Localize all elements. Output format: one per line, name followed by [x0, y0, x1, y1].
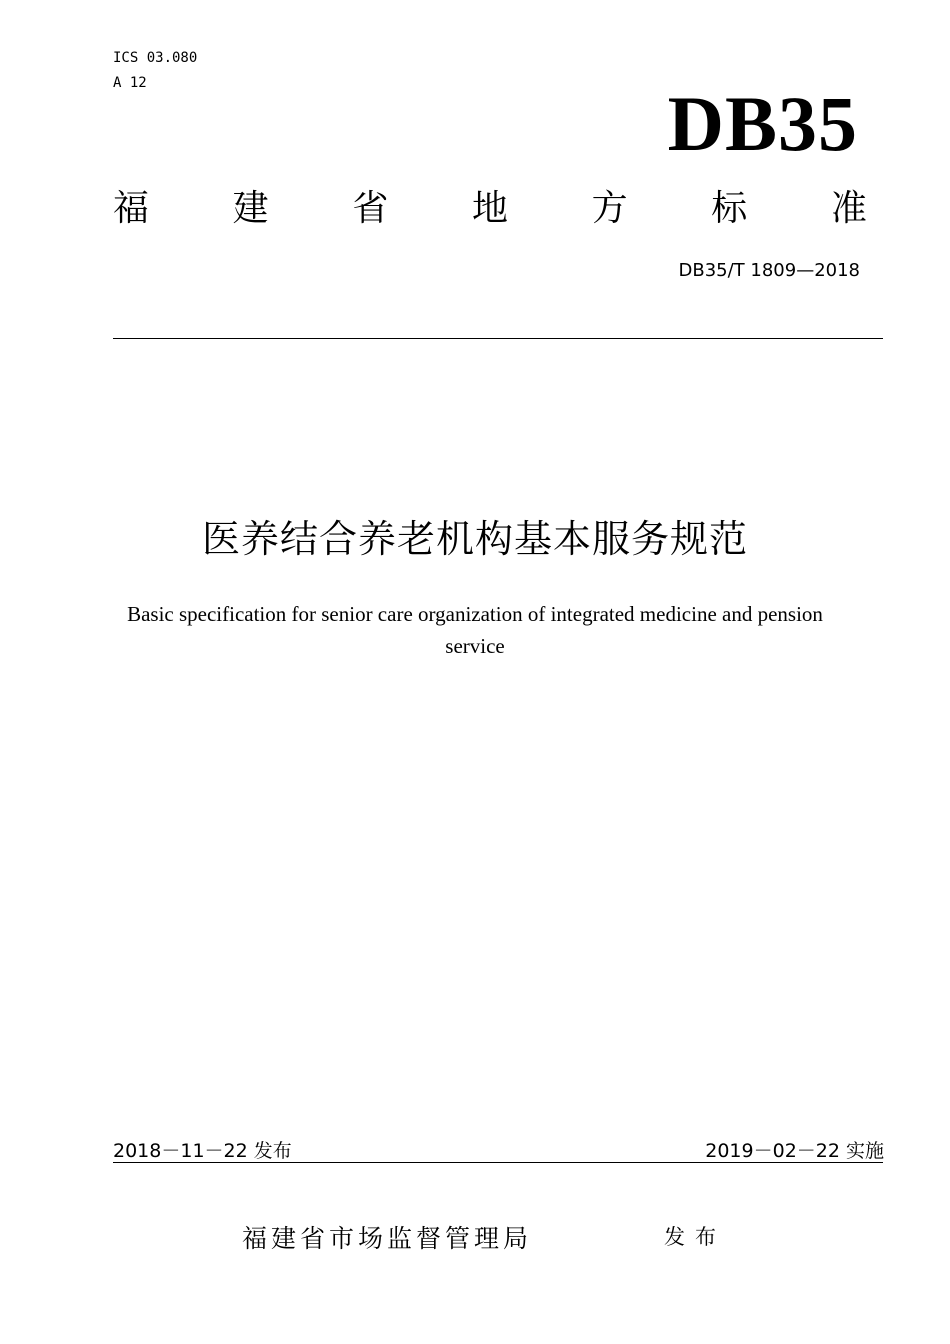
header-divider	[113, 338, 883, 339]
standard-type-char: 建	[232, 188, 269, 229]
classification-code: A 12	[113, 75, 147, 91]
issue-label: 发布	[664, 1225, 726, 1249]
standard-type-char: 省	[352, 188, 389, 229]
implement-date: 2019－02－22 实施	[705, 1140, 884, 1162]
ics-code: ICS 03.080	[113, 50, 198, 66]
standard-type-char: 福	[113, 188, 150, 229]
standard-type-char: 标	[711, 188, 748, 229]
standard-number: DB35/T 1809—2018	[678, 260, 860, 281]
footer-divider	[113, 1162, 883, 1163]
standard-type-char: 方	[591, 188, 628, 229]
document-title-en: Basic specification for senior care organization of integrated medicine and pension service	[127, 602, 823, 658]
standard-type-heading	[113, 186, 867, 232]
issuing-authority: 福建省市场监督管理局	[242, 1224, 533, 1253]
document-title-zh: 医养结合养老机构基本服务规范	[201, 517, 748, 561]
standard-type-char: 准	[830, 188, 867, 229]
standard-type-char: 地	[471, 188, 508, 229]
db35-logo: DB35	[667, 80, 858, 167]
publish-date: 2018－11－22 发布	[113, 1140, 292, 1162]
